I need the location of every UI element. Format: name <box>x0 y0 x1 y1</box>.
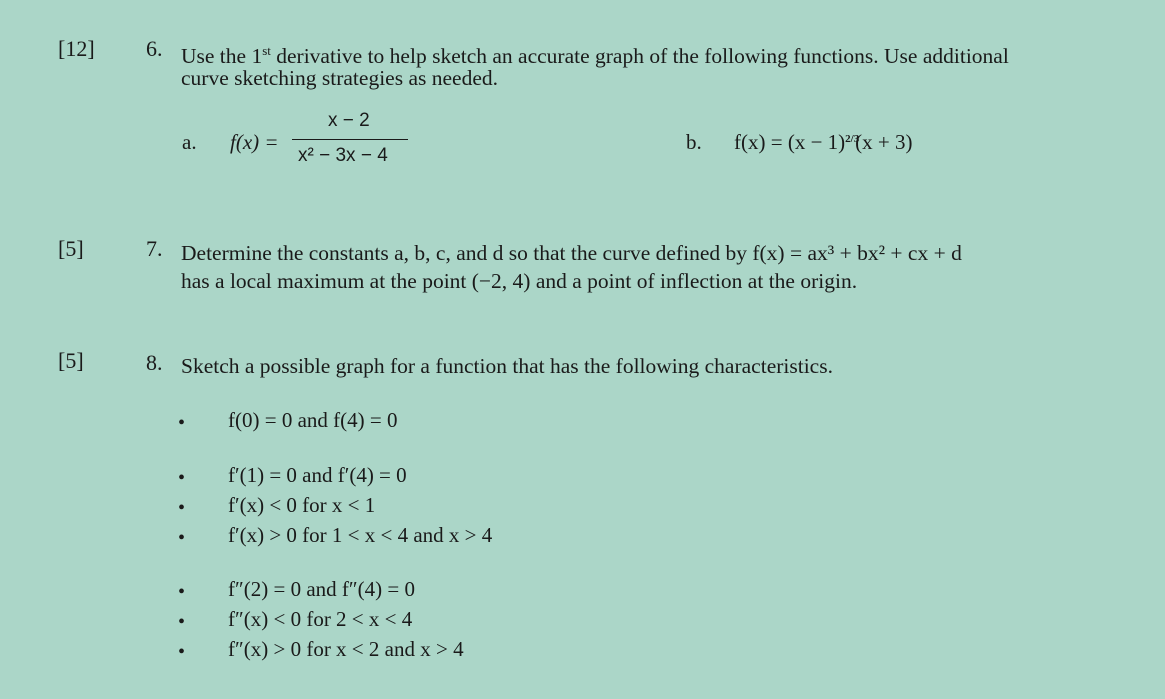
bullet-7: • <box>178 641 186 663</box>
question-6-text-b: derivative to help sketch an accurate graph of the following functions. Use additional <box>270 44 1009 69</box>
condition-3: f′(x) < 0 for x < 1 <box>228 493 376 517</box>
question-7-line-2: has a local maximum at the point (−2, 4) and a point of inflection at the origin. <box>181 269 858 293</box>
part-a-lhs <box>230 130 279 155</box>
question-8-line-1: Sketch a possible graph for a function that has the following characteristics. <box>181 354 833 378</box>
condition-2: f′(1) = 0 and f′(4) = 0 <box>228 463 407 487</box>
question-7-line-1: Determine the constants a, b, c, and d so that the curve defined by f(x) = ax³ + bx² + cx + d <box>181 241 962 265</box>
question-number-6: 6. <box>146 36 163 61</box>
part-a-fraction-bar <box>292 139 408 140</box>
part-b-rhs: (x + 3) <box>855 130 913 154</box>
bullet-4: • <box>178 527 186 549</box>
bullet-6: • <box>178 611 186 633</box>
question-number-8: 8. <box>146 350 163 375</box>
bullet-3: • <box>178 497 186 519</box>
part-a-numerator: x − 2 <box>328 110 370 131</box>
question-number-7: 7. <box>146 236 163 261</box>
bullet-1: • <box>178 412 186 434</box>
condition-4: f′(x) > 0 for 1 < x < 4 and x > 4 <box>228 523 493 547</box>
condition-7: f″(x) > 0 for x < 2 and x > 4 <box>228 637 464 661</box>
marks-q8: [5] <box>58 348 84 373</box>
question-6-ordinal-sup: st <box>262 43 271 58</box>
part-a-function: f(x) = <box>230 130 279 154</box>
part-b-lhs: f(x) = (x − 1) <box>734 130 846 154</box>
condition-6: f″(x) < 0 for 2 < x < 4 <box>228 607 413 631</box>
bullet-5: • <box>178 581 186 603</box>
condition-1: f(0) = 0 and f(4) = 0 <box>228 408 398 432</box>
part-a-label: a. <box>182 130 197 154</box>
marks-q6: [12] <box>58 36 95 61</box>
part-b-label: b. <box>686 130 702 154</box>
marks-q7: [5] <box>58 236 84 261</box>
bullet-2: • <box>178 467 186 489</box>
part-a-denominator: x² − 3x − 4 <box>298 145 388 166</box>
question-6-line-2: curve sketching strategies as needed. <box>181 66 498 90</box>
question-6-text-a: Use the 1 <box>181 44 263 69</box>
part-b-expression <box>734 130 913 155</box>
condition-5: f″(2) = 0 and f″(4) = 0 <box>228 577 415 601</box>
part-b-exponent: 2/3 <box>845 133 860 145</box>
